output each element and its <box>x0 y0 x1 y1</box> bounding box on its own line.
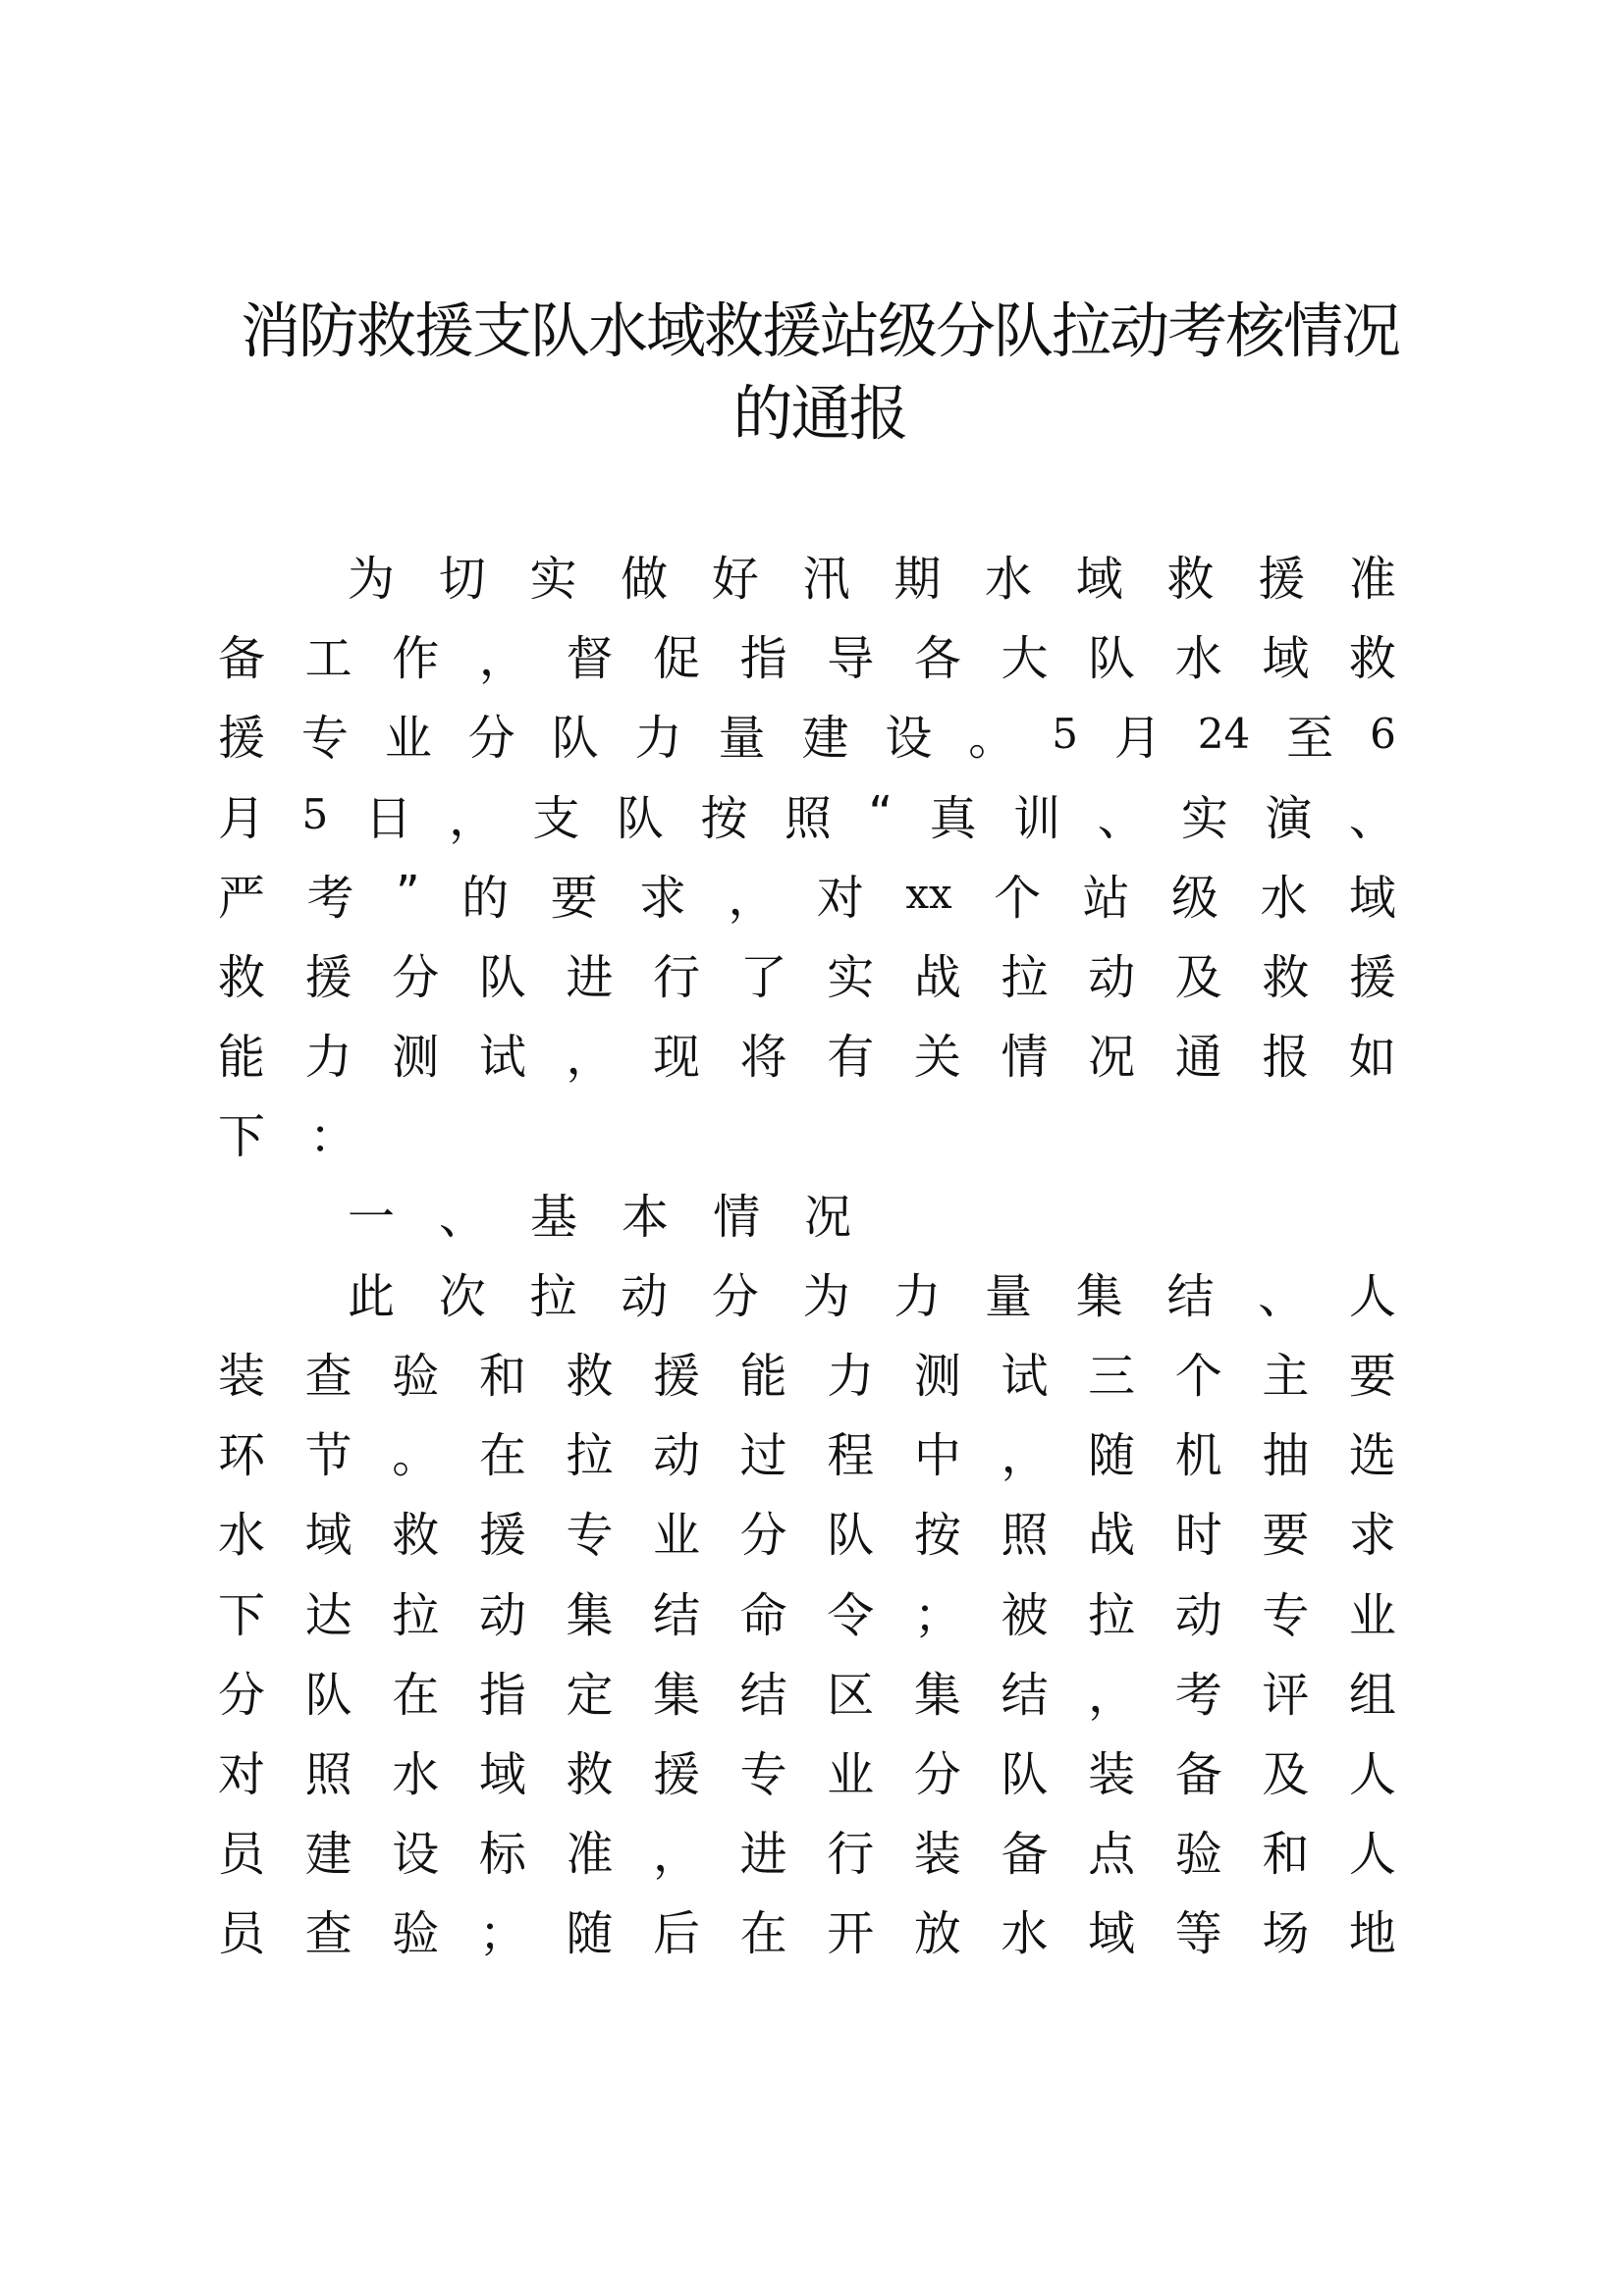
text-line: 对 照 水 域 救 援 专 业 分 队 装 备 及 人 <box>218 1746 1396 1802</box>
title-line-1: 消防救援支队水域救援站级分队拉动考核情况 <box>240 296 1399 366</box>
text-line: 环 节 。 在 拉 动 过 程 中 ， 随 机 抽 选 <box>218 1428 1396 1484</box>
text-line: 能 力 测 试 ， 现 将 有 关 情 况 通 报 如 <box>218 1030 1396 1086</box>
text-line: 严 考 ” 的 要 求 ， 对 xx 个 站 级 水 域 <box>218 866 1396 926</box>
text-line: 此 次 拉 动 分 为 力 量 集 结 、 人 <box>348 1268 1396 1324</box>
text-line: 装 查 验 和 救 援 能 力 测 试 三 个 主 要 <box>218 1348 1396 1404</box>
text-line: 水 域 救 援 专 业 分 队 按 照 战 时 要 求 <box>218 1508 1396 1564</box>
section-heading-basic: 一 、 基 本 情 况 <box>348 1189 852 1245</box>
text-line: 下 达 拉 动 集 结 命 令 ； 被 拉 动 专 业 <box>218 1587 1396 1643</box>
text-line: 救 援 分 队 进 行 了 实 战 拉 动 及 救 援 <box>218 950 1396 1006</box>
text-line: 援 专 业 分 队 力 量 建 设 。 5 月 24 至 6 <box>218 710 1396 767</box>
text-line: 备 工 作 ， 督 促 指 导 各 大 队 水 域 救 <box>218 631 1396 687</box>
text-line: 分 队 在 指 定 集 结 区 集 结 ， 考 评 组 <box>218 1667 1396 1723</box>
text-line: 为 切 实 做 好 汛 期 水 域 救 援 准 <box>348 552 1396 608</box>
document-body <box>218 535 1396 1969</box>
text-line: 下 ： <box>218 1109 357 1165</box>
document-title <box>206 291 1434 455</box>
text-line: 员 建 设 标 准 ， 进 行 装 备 点 验 和 人 <box>218 1827 1396 1883</box>
title-line-2: 的通报 <box>732 379 907 449</box>
paragraph-basic-situation <box>218 1253 1396 1970</box>
text-line: 员 查 验 ； 随 后 在 开 放 水 域 等 场 地 <box>218 1906 1396 1962</box>
text-line: 月 5 日 ， 支 队 按 照 “ 真 训 、 实 演 、 <box>218 786 1396 846</box>
paragraph-intro <box>218 535 1396 1173</box>
